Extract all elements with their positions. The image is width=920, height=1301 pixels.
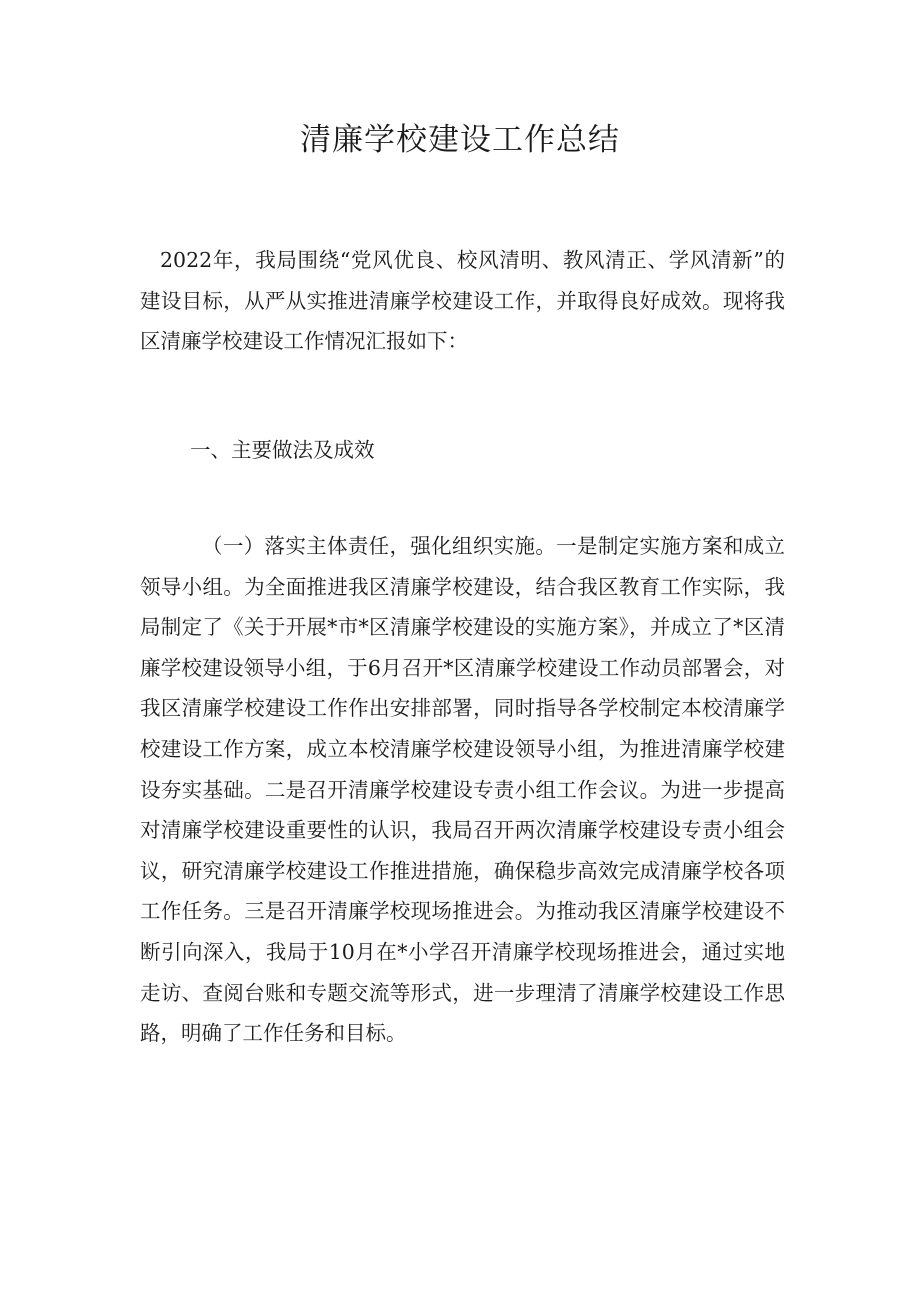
section-heading: 一、主要做法及成效 <box>190 438 375 462</box>
intro-paragraph: 2022年，我局围绕“党风优良、校风清明、教风清正、学风清新”的建设目标，从严从实推进清廉学校建设工作，并取得良好成效。现将我区清廉学校建设工作情况汇报如下： <box>140 248 785 354</box>
section-1-paragraph: （一）落实主体责任，强化组织实施。一是制定实施方案和成立领导小组。为全面推进我区清廉学校建设，结合我区教育工作实际，我局制定了《关于开展*市*区清廉学校建设的实施方案》，并成立了*区清廉学校建设领导小组，于6月召开*区清廉学校建设工作动员部署会，对我区清廉学校建设工作作出安排部署，同时指导各学校制定本校清廉学校建设工作方案，成立本校清廉学校建设领导小组，为推进清廉学校建设夯实基础。二是召开清廉学校建设专责小组工作会议。为进一步提高对清廉学校建设重要性的认识，我局召开两次清廉学校建设专责小组会议，研究清廉学校建设工作推进措施，确保稳步高效完成清廉学校各项工作任务。三是召开清廉学校现场推进会。为推动我区清廉学校建设不断引向深入，我局于10月在*小学召开清廉学校现场推进会，通过实地走访、查阅台账和专题交流等形式，进一步理清了清廉学校建设工作思路，明确了工作任务和目标。 <box>140 534 785 1046</box>
document-title: 清廉学校建设工作总结 <box>300 122 620 158</box>
